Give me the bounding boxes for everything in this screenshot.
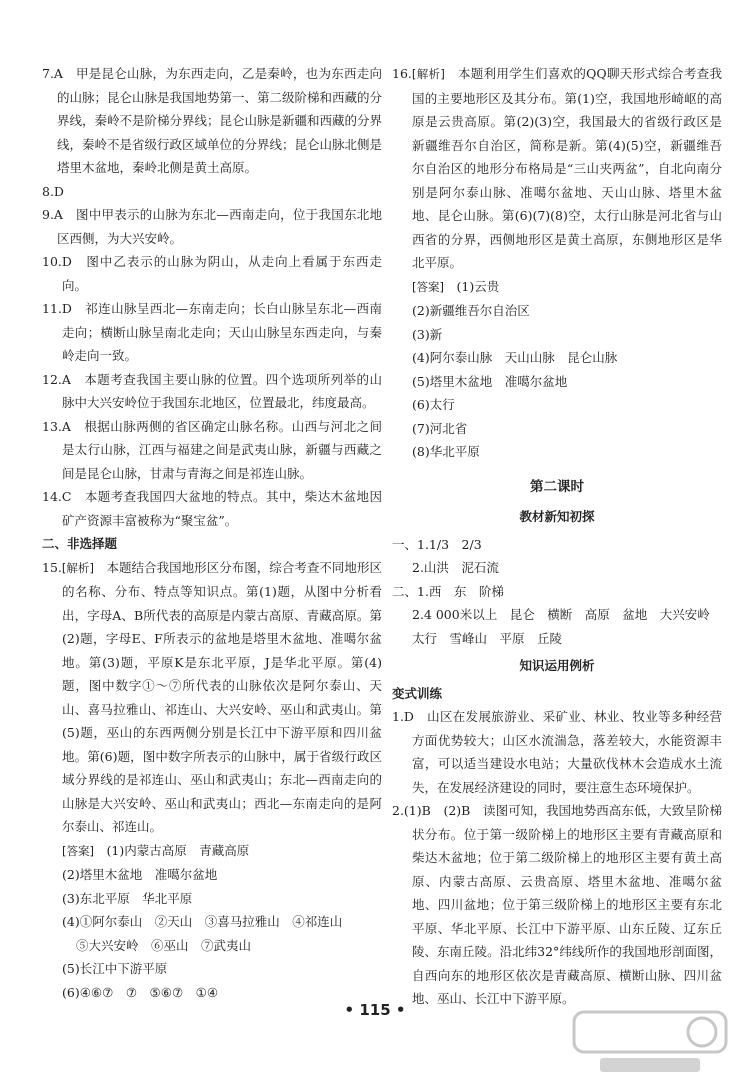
q9: 9.A 图中甲表示的山脉为东北—西南走向，位于我国东北地区西侧，为大兴安岭。: [42, 207, 382, 246]
knowledge-line-1: 一、1.1/3 2/3: [392, 536, 482, 552]
q16-answer-5: (5)塔里木盆地 准噶尔盆地: [412, 373, 568, 389]
q16: 16.[解析] 本题利用学生们喜欢的QQ聊天形式综合考查我国的主要地形区及其分布。第(1)空，我国地形崎岖的高原是云贵高原。第(2)(3)空，我国最大的省级行政区是新疆维吾尔自治区，简称是新。第(4)(5)空，新疆维吾尔自治区的地形分布格局是“三山夹两盆”，自北向南分别是阿尔泰山脉、准噶尔盆地、天山山脉、塔里木盆地、昆仑山脉。第(6)(7)(8)空，太行山脉是河北省与山西省的分界，西侧地形区是黄土高原，东侧地形区是华北平原。: [392, 66, 722, 270]
q15: 15.[解析] 本题结合我国地形区分布图，综合考查不同地形区的名称、分布、特点等知识点。第(1)题，从图中分析看出，字母A、B所代表的高原是内蒙古高原、青藏高原。第(2)题，字母E、F所表示的盆地是塔里木盆地、准噶尔盆地。第(3)题，平原K是东北平原，J是华北平原。第(4)题，图中数字①～⑦所代表的山脉依次是阿尔泰山、天山、喜马拉雅山、祁连山、大兴安岭、巫山和武夷山。第(5)题，巫山的东西两侧分别是长江中下游平原和四川盆地。第(6)题，图中数字所表示的山脉中，属于省级行政区域分界线的是祁连山、巫山和武夷山；东北—西南走向的山脉是大兴安岭、巫山和武夷山；西北—东南走向的是阿尔泰山、祁连山。: [42, 559, 382, 834]
q14: 14.C 本题考查我国四大盆地的特点。其中，柴达木盆地因矿产资源丰富被称为“聚宝盆”。: [42, 489, 382, 528]
knowledge-line-2: 2.山洪 泥石流: [412, 560, 499, 575]
heading-application: 知识运用例析: [519, 658, 595, 673]
heading-new-knowledge: 教材新知初探: [519, 509, 595, 524]
variant-training-heading: 变式训练: [392, 685, 443, 701]
q16-answer-7: (7)河北省: [412, 420, 468, 436]
q15-answer: [答案] (1)内蒙古高原 青藏高原: [62, 842, 250, 858]
q15-answer-4b: ⑤大兴安岭 ⑥巫山 ⑦武夷山: [76, 937, 252, 953]
q16-answer: [答案] (1)云贵: [412, 278, 500, 294]
knowledge-line-3: 二、1.西 东 阶梯: [392, 583, 504, 599]
watermark-logo-icon: [570, 1008, 730, 1078]
q13: 13.A 根据山脉两侧的省区确定山脉名称。山西与河北之间是太行山脉，江西与福建之间是武夷山脉，新疆与西藏之间是昆仑山脉，甘肃与青海之间是祁连山脉。: [42, 418, 382, 481]
q16-answer-2: (2)新疆维吾尔自治区: [412, 303, 530, 318]
q15-answer-5: (5)长江中下游平原: [62, 961, 168, 976]
section-heading: 二、非选择题: [42, 536, 118, 551]
q8: 8.D: [42, 183, 64, 199]
lesson-title: 第二课时: [530, 478, 584, 495]
v2: 2.(1)B (2)B 读图可知，我国地势西高东低，大致呈阶梯状分布。位于第一级阶梯上的地形区主要有青藏高原和柴达木盆地；位于第二级阶梯上的地形区主要有黄土高原、内蒙古高原、云贵高原、塔里木盆地、准噶尔盆地、四川盆地；位于第三级阶梯上的地形区主要有东北平原、华北平原、长江中下游平原、山东丘陵、辽东丘陵、东南丘陵。沿北纬32°纬线所作的我国地形剖面图，自西向东的地形区依次是青藏高原、横断山脉、四川盆地、巫山、长江中下游平原。: [392, 803, 722, 1006]
knowledge-line-4: 2.4 000米以上 昆仑 横断 高原 盆地 大兴安岭: [412, 607, 710, 622]
left-column: [42, 62, 382, 1004]
q10: 10.D 图中乙表示的山脉为阴山，从走向上看属于东西走向。: [42, 254, 382, 293]
q12: 12.A 本题考查我国主要山脉的位置。四个选项所列举的山脉中大兴安岭位于我国东北地区，位置最北，纬度最高。: [42, 371, 382, 410]
v1: 1.D 山区在发展旅游业、采矿业、林业、牧业等多种经营方面优势较大；山区水流湍急，落差较大，水能资源丰富，可以适当建设水电站；大量砍伐林木会造成水土流失，在发展经济建设的同时，要注意生态环境保护。: [392, 709, 722, 795]
q7: 7.A 甲是昆仑山脉，为东西走向，乙是秦岭，也为东西走向的山脉；昆仑山脉是我国地势第一、第二级阶梯和西藏的分界线，秦岭不是阶梯分界线；昆仑山脉是新疆和西藏的分界线，秦岭不是省级行政区域单位的分界线；昆仑山脉北侧是塔里木盆地，秦岭北侧是黄土高原。: [42, 66, 383, 175]
q16-answer-4: (4)阿尔泰山脉 天山山脉 昆仑山脉: [412, 350, 618, 365]
q16-answer-6: (6)太行: [412, 397, 455, 412]
q16-answer-8: (8)华北平原: [412, 444, 480, 459]
q15-answer-4: (4)①阿尔泰山 ②天山 ③喜马拉雅山 ④祁连山: [62, 914, 343, 929]
knowledge-line-4b: 太行 雪峰山 平原 丘陵: [412, 630, 563, 646]
q15-answer-3: (3)东北平原 华北平原: [62, 890, 193, 906]
q15-answer-6: (6)④⑥⑦ ⑦ ⑤⑥⑦ ①④: [62, 984, 219, 1000]
q15-answer-2: (2)塔里木盆地 准噶尔盆地: [62, 867, 218, 882]
page-number: • 115 •: [344, 1001, 406, 1019]
q16-answer-3: (3)新: [412, 326, 443, 342]
right-column: [392, 62, 722, 1011]
q11: 11.D 祁连山脉呈西北—东南走向；长白山脉呈东北—西南走向；横断山脉呈南北走向；天山山脉呈东西走向，与秦岭走向一致。: [42, 301, 382, 363]
